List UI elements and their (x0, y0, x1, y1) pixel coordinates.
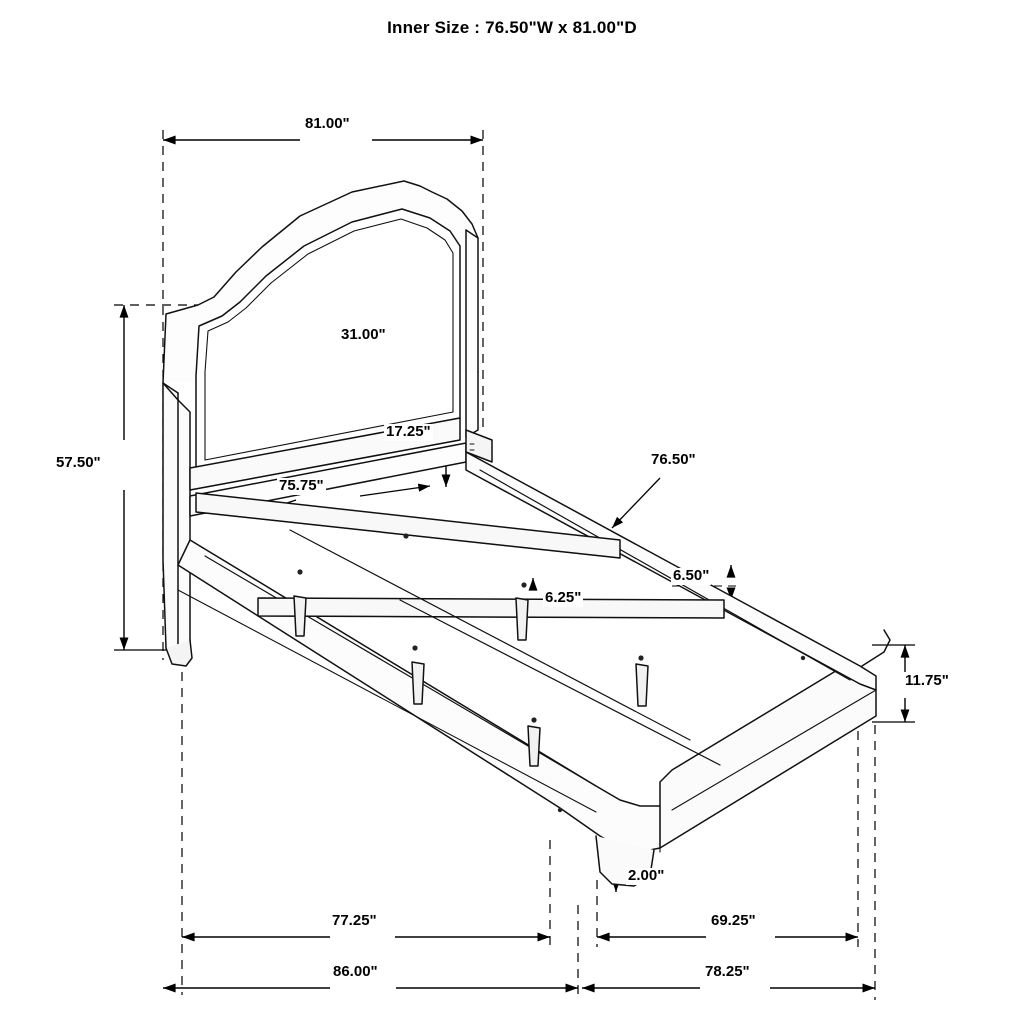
dim-overall-width: 78.25" (705, 963, 750, 980)
page-title: Inner Size : 76.50"W x 81.00"D (387, 18, 637, 37)
dim-side-rail-length: 77.25" (332, 912, 377, 929)
dim-center-support-height: 6.25" (545, 589, 582, 606)
dim-foot-clearance: 2.00" (628, 867, 665, 884)
dim-inner-width: 76.50" (651, 451, 696, 468)
dim-footboard-height: 11.75" (905, 672, 949, 689)
dim-rail-to-panel: 17.25" (386, 423, 431, 440)
dim-headboard-width: 81.00" (305, 115, 350, 132)
dim-headboard-panel-height: 31.00" (341, 326, 386, 343)
dim-footboard-width: 69.25" (711, 912, 756, 929)
dim-inner-panel-width: 75.75" (279, 477, 324, 494)
dim-slat-rail-height: 6.50" (673, 567, 710, 584)
dim-headboard-height: 57.50" (56, 454, 101, 471)
dim-overall-depth: 86.00" (333, 963, 378, 980)
